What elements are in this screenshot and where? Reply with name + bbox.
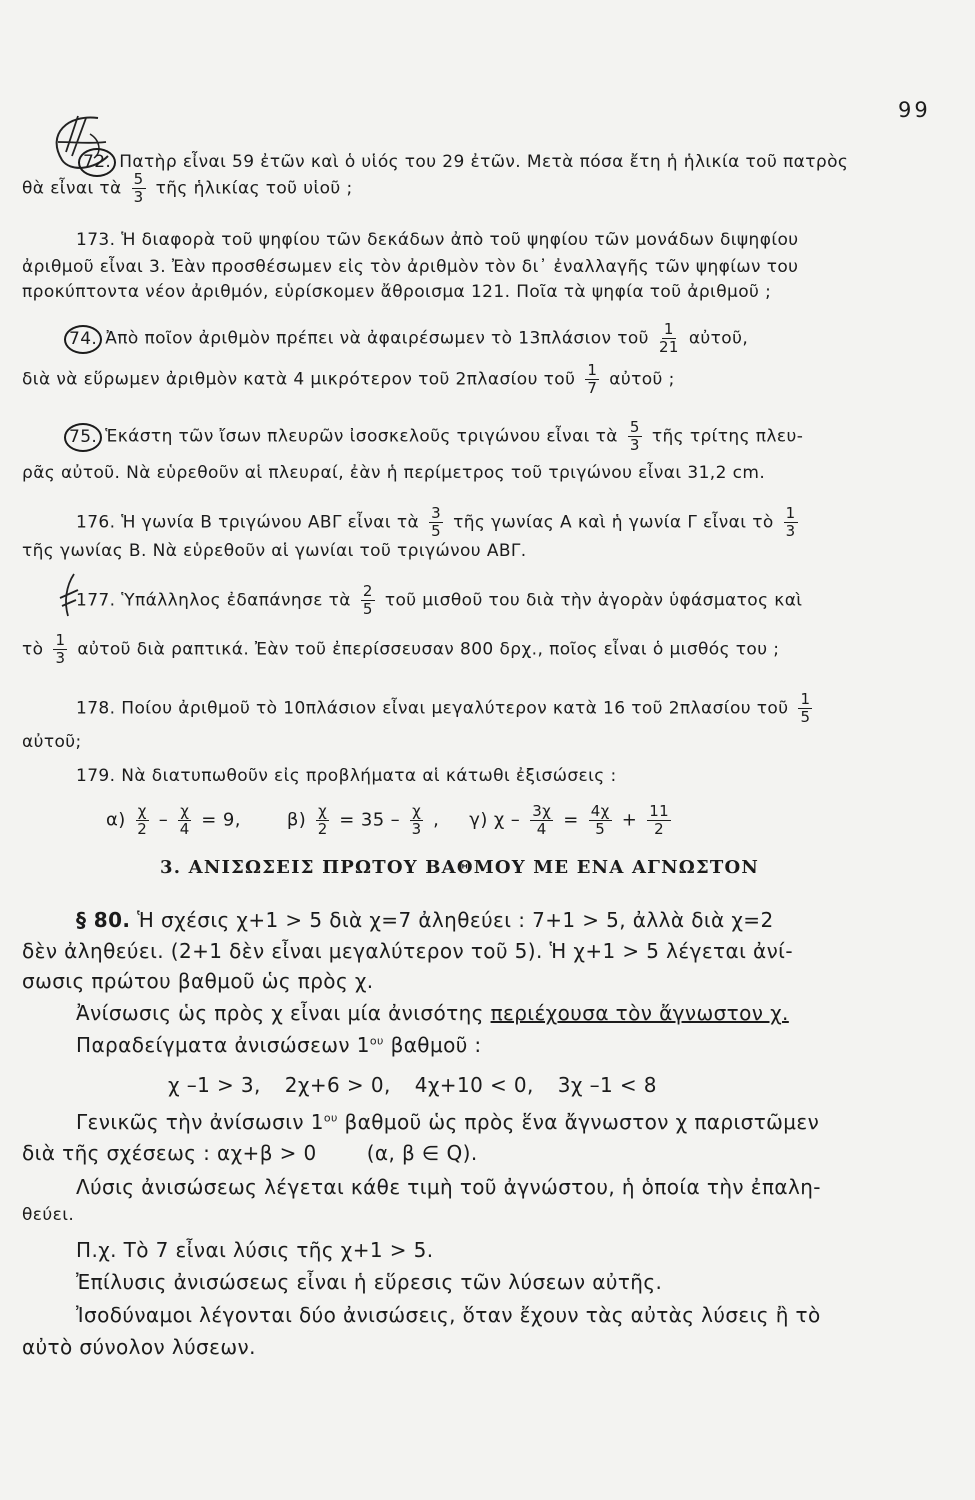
fraction-5-3b: $\frac{5}{3}$ bbox=[629, 418, 640, 454]
examples-sup: ου bbox=[369, 1034, 384, 1048]
problem-172-number: 72. bbox=[78, 148, 116, 177]
problem-173-line-1: 173. Ἡ διαφορὰ τοῦ ψηφίου τῶν δεκάδων ἀπὸ τοῦ ψηφίου τῶν μονάδων διψηφίου bbox=[76, 230, 799, 250]
problem-177-line-2 bbox=[22, 633, 779, 666]
fraction-1-3: $\frac{1}{3}$ bbox=[785, 504, 796, 540]
inequality-1: χ –1 > 3, bbox=[168, 1073, 261, 1097]
fraction-3-5: $\frac{3}{5}$ bbox=[431, 504, 442, 540]
problem-174-line-2 bbox=[22, 363, 675, 396]
problem-177-text-b2: αὐτοῦ διὰ ραπτικά. Ἐὰν τοῦ ἐπερίσσευσαν 800 δρχ., ποῖος εἶναι ὁ μισθός του ; bbox=[77, 639, 780, 660]
general-text-c: διὰ τῆς σχέσεως : αχ+β > 0 bbox=[22, 1141, 317, 1165]
problem-175-text-a2: τῆς τρίτης πλευ- bbox=[651, 426, 804, 447]
general-text-d: (α, β ∈ Q). bbox=[366, 1141, 478, 1165]
inequality-3: 4χ+10 < 0, bbox=[414, 1073, 534, 1097]
problem-173-line-3: προκύπτοντα νέον ἀριθμόν, εὑρίσκομεν ἄθροισμα 121. Ποῖα τὰ ψηφία τοῦ ἀριθμοῦ ; bbox=[22, 282, 772, 302]
fraction-4x-5: $\frac{4\chi}{5}$ bbox=[590, 802, 610, 838]
problem-176-text-a: 176. Ἡ γωνία Β τριγώνου ΑΒΓ εἶναι τὰ bbox=[76, 512, 420, 533]
problem-179-line-1: 179. Νὰ διατυπωθοῦν εἰς προβλήματα αἱ κάτωθι ἐξισώσεις : bbox=[76, 766, 617, 786]
problem-172-text-b: θὰ εἶναι τὰ bbox=[22, 178, 122, 199]
problem-178-line-1 bbox=[76, 692, 822, 725]
section-80-line-3: σωσις πρώτου βαθμοῦ ὡς πρὸς χ. bbox=[22, 969, 374, 993]
problem-177-line-1 bbox=[76, 584, 802, 617]
examples-text-a: Παραδείγματα ἀνισώσεων 1 bbox=[76, 1033, 370, 1057]
problem-174-text-b: διὰ νὰ εὕρωμεν ἀριθμὸν κατὰ 4 μικρότερον τοῦ 2πλασίου τοῦ bbox=[22, 369, 576, 390]
problem-174-text-a2: αὐτοῦ, bbox=[688, 328, 749, 349]
problem-175-text-a: Ἑκάστη τῶν ἴσων πλευρῶν ἰσοσκελοῦς τριγώνου εἶναι τὰ bbox=[105, 426, 618, 447]
fraction-x-4: $\frac{\chi}{4}$ bbox=[179, 802, 190, 838]
general-text-b: βαθμοῦ ὡς πρὸς ἕνα ἄγνωστον χ παριστῶμεν bbox=[344, 1110, 820, 1134]
fraction-1-5: $\frac{1}{5}$ bbox=[800, 690, 811, 726]
problem-176-text-a2: τῆς γωνίας Α καὶ ἡ γωνία Γ εἶναι τὸ bbox=[453, 512, 774, 533]
problem-176-line-1 bbox=[76, 506, 808, 539]
fraction-1-21: $\frac{1}{21}$ bbox=[658, 320, 679, 356]
page-number: 99 bbox=[898, 98, 931, 122]
problem-177-text-a2: τοῦ μισθοῦ του διὰ τὴν ἀγορὰν ὑφάσματος καὶ bbox=[384, 590, 803, 611]
equation-a-label: α) bbox=[106, 809, 126, 831]
problem-174-number: 74. bbox=[64, 325, 102, 354]
fraction-11-2: $\frac{11}{2}$ bbox=[649, 802, 670, 838]
problem-174-text-a: Ἀπὸ ποῖον ἀριθμὸν πρέπει νὰ ἀφαιρέσωμεν τὸ 13πλάσιον τοῦ bbox=[105, 328, 649, 349]
problem-175-number: 75. bbox=[64, 423, 102, 452]
fraction-x-3: $\frac{\chi}{3}$ bbox=[411, 802, 422, 838]
equation-c-label: γ) χ – bbox=[469, 809, 521, 831]
problem-177-text-a: 177. Ὑπάλληλος ἐδαπάνησε τὰ bbox=[76, 590, 351, 611]
example-solution-line: Π.χ. Τὸ 7 εἶναι λύσις τῆς χ+1 > 5. bbox=[76, 1238, 434, 1262]
section-80-number: § 80. bbox=[76, 908, 131, 932]
section-80-text-a: Ἡ σχέσις χ+1 > 5 διὰ χ=7 ἀληθεύει : 7+1 > 5, ἀλλὰ διὰ χ=2 bbox=[137, 908, 774, 932]
problem-176-line-2: τῆς γωνίας Β. Νὰ εὑρεθοῦν αἱ γωνίαι τοῦ τριγώνου ΑΒΓ. bbox=[22, 541, 527, 561]
general-line-1 bbox=[76, 1112, 819, 1132]
solution-line-1: Λύσις ἀνισώσεως λέγεται κάθε τιμὴ τοῦ ἀγνώστου, ἡ ὁποία τὴν ἐπαλη- bbox=[76, 1175, 821, 1199]
fraction-3x-4: $\frac{3\chi}{4}$ bbox=[532, 802, 552, 838]
fraction-x-2b: $\frac{\chi}{2}$ bbox=[317, 802, 328, 838]
general-text-a: Γενικῶς τὴν ἀνίσωσιν 1 bbox=[76, 1110, 324, 1134]
general-sup: ου bbox=[323, 1111, 338, 1125]
definition-underlined: περιέχουσα τὸν ἄγνωστον χ. bbox=[490, 1001, 789, 1025]
fraction-1-7: $\frac{1}{7}$ bbox=[587, 361, 598, 397]
equivalent-line-1: Ἰσοδύναμοι λέγονται δύο ἀνισώσεις, ὅταν ἔχουν τὰς αὐτὰς λύσεις ἢ τὸ bbox=[76, 1303, 821, 1327]
examples-inequalities bbox=[168, 1075, 657, 1095]
inequality-2: 2χ+6 > 0, bbox=[284, 1073, 391, 1097]
definition-line bbox=[76, 1003, 789, 1023]
problem-174-line-1 bbox=[64, 322, 748, 355]
examples-line bbox=[76, 1035, 482, 1055]
fraction-1-3b: $\frac{1}{3}$ bbox=[55, 631, 66, 667]
equation-c-eq: = bbox=[563, 809, 579, 831]
problem-172-line-2 bbox=[22, 172, 353, 205]
inequality-4: 3χ –1 < 8 bbox=[557, 1073, 657, 1097]
problem-178-text-a: 178. Ποίου ἀριθμοῦ τὸ 10πλάσιον εἶναι μεγαλύτερον κατὰ 16 τοῦ 2πλασίου τοῦ bbox=[76, 698, 789, 719]
equivalent-line-2: αὐτὸ σύνολον λύσεων. bbox=[22, 1335, 256, 1359]
equation-a-minus: – bbox=[158, 809, 169, 831]
general-line-2 bbox=[22, 1143, 478, 1163]
equation-comma: , bbox=[433, 809, 440, 831]
solution-line-2: θεύει. bbox=[22, 1205, 75, 1225]
problem-179-equations bbox=[106, 804, 681, 837]
problem-172-text-c: τῆς ἡλικίας τοῦ υἱοῦ ; bbox=[155, 178, 353, 199]
problem-172-text-a: Πατὴρ εἶναι 59 ἐτῶν καὶ ὁ υἱός του 29 ἐτῶν. Μετὰ πόσα ἔτη ἡ ἡλικία τοῦ πατρὸς bbox=[119, 152, 849, 172]
equation-b-mid: = 35 – bbox=[339, 809, 401, 831]
problem-177-text-b1: τὸ bbox=[22, 639, 44, 660]
problem-175-line-2: ρᾶς αὐτοῦ. Νὰ εὑρεθοῦν αἱ πλευραί, ἐὰν ἡ περίμετρος τοῦ τριγώνου εἶναι 31,2 cm. bbox=[22, 463, 766, 483]
examples-text-b: βαθμοῦ : bbox=[390, 1033, 482, 1057]
fraction-x-2: $\frac{\chi}{2}$ bbox=[137, 802, 148, 838]
fraction-5-3: $\frac{5}{3}$ bbox=[133, 170, 144, 206]
definition-text-a: Ἀνίσωσις ὡς πρὸς χ εἶναι μία ἀνισότης bbox=[76, 1001, 484, 1025]
problem-174-text-b2: αὐτοῦ ; bbox=[609, 369, 675, 390]
problem-178-line-2: αὐτοῦ; bbox=[22, 732, 82, 752]
fraction-2-5: $\frac{2}{5}$ bbox=[362, 582, 373, 618]
equation-b-label: β) bbox=[286, 809, 307, 831]
problem-173-line-2: ἀριθμοῦ εἶναι 3. Ἐὰν προσθέσωμεν εἰς τὸν ἀριθμὸν τὸν δι᾽ ἐναλλαγῆς τῶν ψηφίων του bbox=[22, 257, 799, 277]
problem-175-line-1 bbox=[64, 420, 803, 453]
resolving-line: Ἐπίλυσις ἀνισώσεως εἶναι ἡ εὕρεσις τῶν λύσεων αὐτῆς. bbox=[76, 1270, 663, 1294]
equation-c-plus: + bbox=[621, 809, 638, 831]
section-heading: 3. ΑΝΙΣΩΣΕΙΣ ΠΡΩΤΟΥ ΒΑΘΜΟΥ ΜΕ ΕΝΑ ΑΓΝΩΣΤΟΝ bbox=[160, 857, 760, 878]
section-80-line-1 bbox=[76, 910, 774, 930]
equation-a-rest: = 9, bbox=[201, 809, 241, 831]
section-80-line-2: δὲν ἀληθεύει. (2+1 δὲν εἶναι μεγαλύτερον τοῦ 5). Ἡ χ+1 > 5 λέγεται ἀνί- bbox=[22, 939, 793, 963]
